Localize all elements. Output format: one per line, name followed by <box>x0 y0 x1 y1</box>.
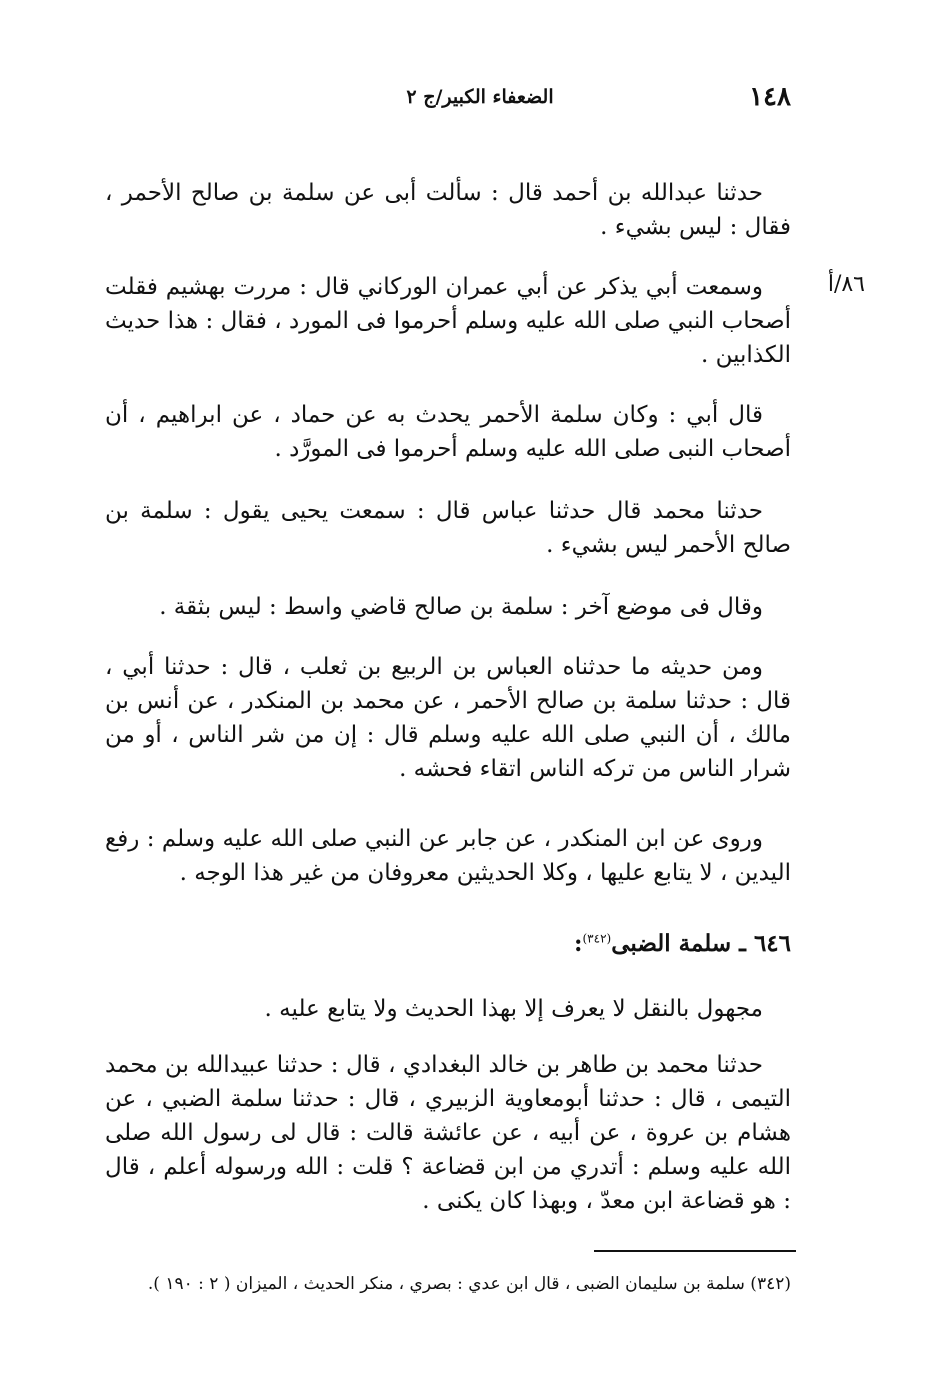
paragraph: حدثنا محمد قال حدثنا عباس قال : سمعت يحيى يقول : سلمة بن صالح الأحمر ليس بشيء . <box>105 498 791 558</box>
entry-heading-colon: : <box>573 930 583 957</box>
paragraph: حدثنا محمد بن طاهر بن خالد البغدادي ، قال : حدثنا عبيدالله بن محمد التيمى ، قال : حدثنا أبومعاوية الزبيري ، قال : حدثنا سلمة الضبي ، عن هشام بن عروة ، عن أبيه ، عن عائشة قالت : قال لى رسول الله صلى الله عليه وسلم : أتدري من ابن قضاعة ؟ قلت : الله ورسوله أعلم ، قال : هو قضاعة ابن معدّ ، وبهذا كان يكنى . <box>105 1052 791 1214</box>
footnote: (٣٤٢) سلمة بن سليمان الضبى ، قال ابن عدي : بصري ، منكر الحديث ، الميزان ( ٢ : ١٩٠ ). <box>147 1274 791 1294</box>
margin-folio-note: ٨٦/أ <box>827 272 865 297</box>
entry-heading-text: ٦٤٦ ـ سلمة الضبى <box>611 930 791 957</box>
entry-heading <box>105 930 791 957</box>
paragraph: قال أبي : وكان سلمة الأحمر يحدث به عن حماد ، عن ابراهيم ، أن أصحاب النبى صلى الله عليه وسلم أحرموا فى المورَّد . <box>105 402 791 462</box>
footnote-reference: (٣٤٢) <box>582 931 612 946</box>
paragraph: حدثنا عبدالله بن أحمد قال : سألت أبى عن سلمة بن صالح الأحمر ، فقال : ليس بشيء . <box>105 180 791 240</box>
running-title: الضعفاء الكبير/ج ٢ <box>406 86 554 108</box>
footnote-divider <box>594 1250 796 1252</box>
paragraph: ومن حديثه ما حدثناه العباس بن الربيع بن ثعلب ، قال : حدثنا أبي ، قال : حدثنا سلمة بن صالح الأحمر ، عن محمد بن المنكدر ، عن أنس بن مالك ، أن النبي صلى الله عليه وسلم قال : إن من شر الناس ، أو من شرار الناس من تركه الناس اتقاء فحشه . <box>105 654 791 782</box>
page-number: ١٤٨ <box>749 82 791 112</box>
paragraph: وسمعت أبي يذكر عن أبي عمران الوركاني قال : مررت بهشيم فقلت أصحاب النبي صلى الله عليه وسلم أحرموا فى المورد ، فقال : هذا حديث الكذابين . <box>105 274 791 368</box>
paragraph: وقال فى موضع آخر : سلمة بن صالح قاضي واسط : ليس بثقة . <box>159 594 763 620</box>
paragraph: مجهول بالنقل لا يعرف إلا بهذا الحديث ولا يتابع عليه . <box>264 996 763 1022</box>
paragraph: وروى عن ابن المنكدر ، عن جابر عن النبي صلى الله عليه وسلم : رفع اليدين ، لا يتابع عليها ، وكلا الحديثين معروفان من غير هذا الوجه . <box>105 826 791 886</box>
